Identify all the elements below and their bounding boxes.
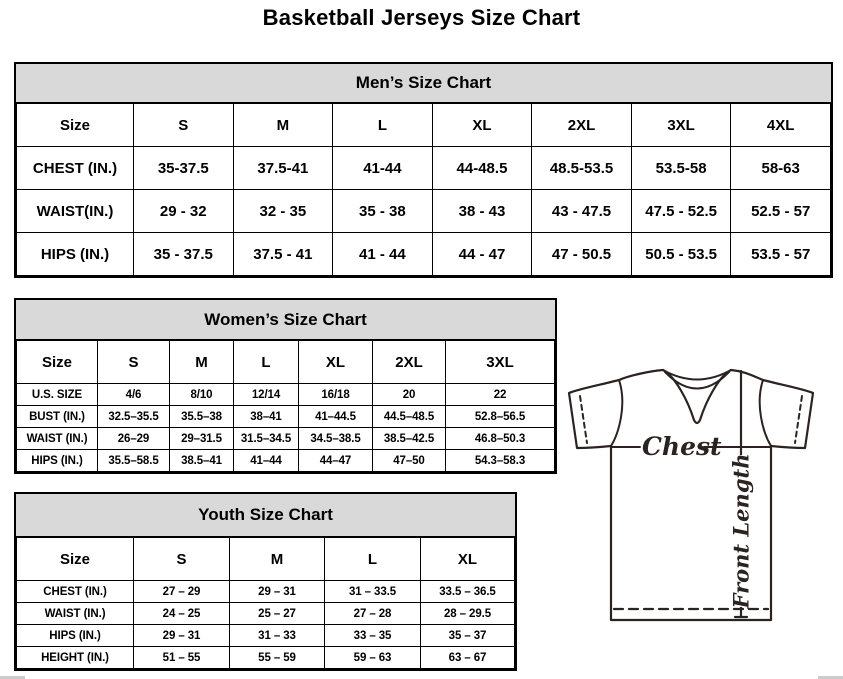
row-label: HIPS (IN.): [17, 625, 134, 647]
cell: 52.8–56.5: [446, 406, 555, 428]
table-row: [17, 428, 555, 450]
table-row: [17, 384, 555, 406]
cell: 35 - 37.5: [134, 233, 234, 276]
cell: 38–41: [234, 406, 299, 428]
front-length-label: Front Length: [728, 453, 754, 609]
cell: 54.3–58.3: [446, 450, 555, 472]
jersey-diagram-icon: [556, 359, 828, 625]
cell: 51 – 55: [134, 647, 230, 669]
table-row: [17, 450, 555, 472]
column-header: M: [170, 341, 234, 384]
column-header: XL: [421, 538, 515, 581]
column-header: Size: [17, 341, 98, 384]
cell: 44–47: [299, 450, 373, 472]
cell: 52.5 - 57: [731, 190, 831, 233]
cell: 35 - 38: [333, 190, 433, 233]
cell: 29 – 31: [230, 581, 325, 603]
youth-size-chart: [14, 492, 517, 671]
cell: 28 – 29.5: [421, 603, 515, 625]
cell: 29 - 32: [134, 190, 234, 233]
column-header: S: [98, 341, 170, 384]
womens-table: [16, 340, 555, 472]
cell: 41–44.5: [299, 406, 373, 428]
cell: 35-37.5: [134, 147, 234, 190]
cell: 50.5 - 53.5: [631, 233, 731, 276]
row-label: BUST (IN.): [17, 406, 98, 428]
left-sleeve-seam: [611, 380, 622, 446]
column-header: L: [234, 341, 299, 384]
row-label: HEIGHT (IN.): [17, 647, 134, 669]
mens-size-chart: [14, 62, 833, 278]
column-header: S: [134, 538, 230, 581]
cell: 44.5–48.5: [373, 406, 446, 428]
cell: 32.5–35.5: [98, 406, 170, 428]
table-row: [17, 603, 515, 625]
mens-table: [16, 103, 831, 276]
cell: 48.5-53.5: [532, 147, 632, 190]
row-label: HIPS (IN.): [17, 233, 134, 276]
cell: 47–50: [373, 450, 446, 472]
row-label: WAIST(IN.): [17, 190, 134, 233]
cell: 59 – 63: [325, 647, 421, 669]
column-header: XL: [432, 104, 532, 147]
table-row: [17, 625, 515, 647]
column-header: 2XL: [373, 341, 446, 384]
cell: 31.5–34.5: [234, 428, 299, 450]
youth-chart-title: Youth Size Chart: [16, 494, 515, 537]
cell: 26–29: [98, 428, 170, 450]
cell: 29–31.5: [170, 428, 234, 450]
cell: 12/14: [234, 384, 299, 406]
cell: 25 – 27: [230, 603, 325, 625]
cell: 55 – 59: [230, 647, 325, 669]
table-row: [17, 647, 515, 669]
cell: 4/6: [98, 384, 170, 406]
chest-label: Chest: [642, 432, 722, 461]
collar-v-outline: [663, 370, 731, 423]
jersey-measurement-diagram: [556, 359, 828, 630]
mens-header-row: [17, 104, 831, 147]
cell: 53.5 - 57: [731, 233, 831, 276]
column-header: XL: [299, 341, 373, 384]
column-header: 2XL: [532, 104, 632, 147]
table-row: [17, 233, 831, 276]
cell: 38.5–42.5: [373, 428, 446, 450]
column-header: Size: [17, 104, 134, 147]
cell: 35.5–58.5: [98, 450, 170, 472]
cell: 37.5 - 41: [233, 233, 333, 276]
cell: 41-44: [333, 147, 433, 190]
table-row: [17, 581, 515, 603]
cell: 29 – 31: [134, 625, 230, 647]
cell: 8/10: [170, 384, 234, 406]
table-row: [17, 147, 831, 190]
cell: 27 – 29: [134, 581, 230, 603]
cell: 16/18: [299, 384, 373, 406]
cell: 37.5-41: [233, 147, 333, 190]
cell: 46.8–50.3: [446, 428, 555, 450]
row-label: WAIST (IN.): [17, 428, 98, 450]
right-sleeve-seam: [760, 380, 771, 446]
cell: 34.5–38.5: [299, 428, 373, 450]
cell: 41 - 44: [333, 233, 433, 276]
table-row: [17, 190, 831, 233]
cell: 31 – 33.5: [325, 581, 421, 603]
column-header: M: [230, 538, 325, 581]
cell: 33.5 – 36.5: [421, 581, 515, 603]
cell: 20: [373, 384, 446, 406]
cell: 43 - 47.5: [532, 190, 632, 233]
column-header: 3XL: [631, 104, 731, 147]
cell: 38 - 43: [432, 190, 532, 233]
row-label: HIPS (IN.): [17, 450, 98, 472]
left-cuff-dashed-line: [580, 396, 587, 443]
row-label: WAIST (IN.): [17, 603, 134, 625]
cell: 33 – 35: [325, 625, 421, 647]
womens-size-chart: [14, 298, 557, 474]
cell: 35 – 37: [421, 625, 515, 647]
cell: 38.5–41: [170, 450, 234, 472]
column-header: 3XL: [446, 341, 555, 384]
womens-chart-title: Women’s Size Chart: [16, 300, 555, 340]
cell: 24 – 25: [134, 603, 230, 625]
cell: 27 – 28: [325, 603, 421, 625]
right-cuff-dashed-line: [795, 396, 802, 443]
column-header: Size: [17, 538, 134, 581]
jersey-outline: [569, 370, 813, 620]
cell: 32 - 35: [233, 190, 333, 233]
row-label: CHEST (IN.): [17, 147, 134, 190]
table-row: [17, 406, 555, 428]
cell: 41–44: [234, 450, 299, 472]
cell: 44-48.5: [432, 147, 532, 190]
column-header: M: [233, 104, 333, 147]
cell: 35.5–38: [170, 406, 234, 428]
page-title: Basketball Jerseys Size Chart: [262, 5, 581, 30]
cell: 63 – 67: [421, 647, 515, 669]
column-header: L: [325, 538, 421, 581]
womens-header-row: [17, 341, 555, 384]
column-header: L: [333, 104, 433, 147]
cell: 47.5 - 52.5: [631, 190, 731, 233]
cell: 47 - 50.5: [532, 233, 632, 276]
cell: 31 – 33: [230, 625, 325, 647]
youth-table: [16, 537, 515, 669]
cell: 58-63: [731, 147, 831, 190]
column-header: S: [134, 104, 234, 147]
row-label: CHEST (IN.): [17, 581, 134, 603]
row-label: U.S. SIZE: [17, 384, 98, 406]
mens-chart-title: Men’s Size Chart: [16, 64, 831, 103]
cell: 53.5-58: [631, 147, 731, 190]
cell: 22: [446, 384, 555, 406]
column-header: 4XL: [731, 104, 831, 147]
cell: 44 - 47: [432, 233, 532, 276]
youth-header-row: [17, 538, 515, 581]
